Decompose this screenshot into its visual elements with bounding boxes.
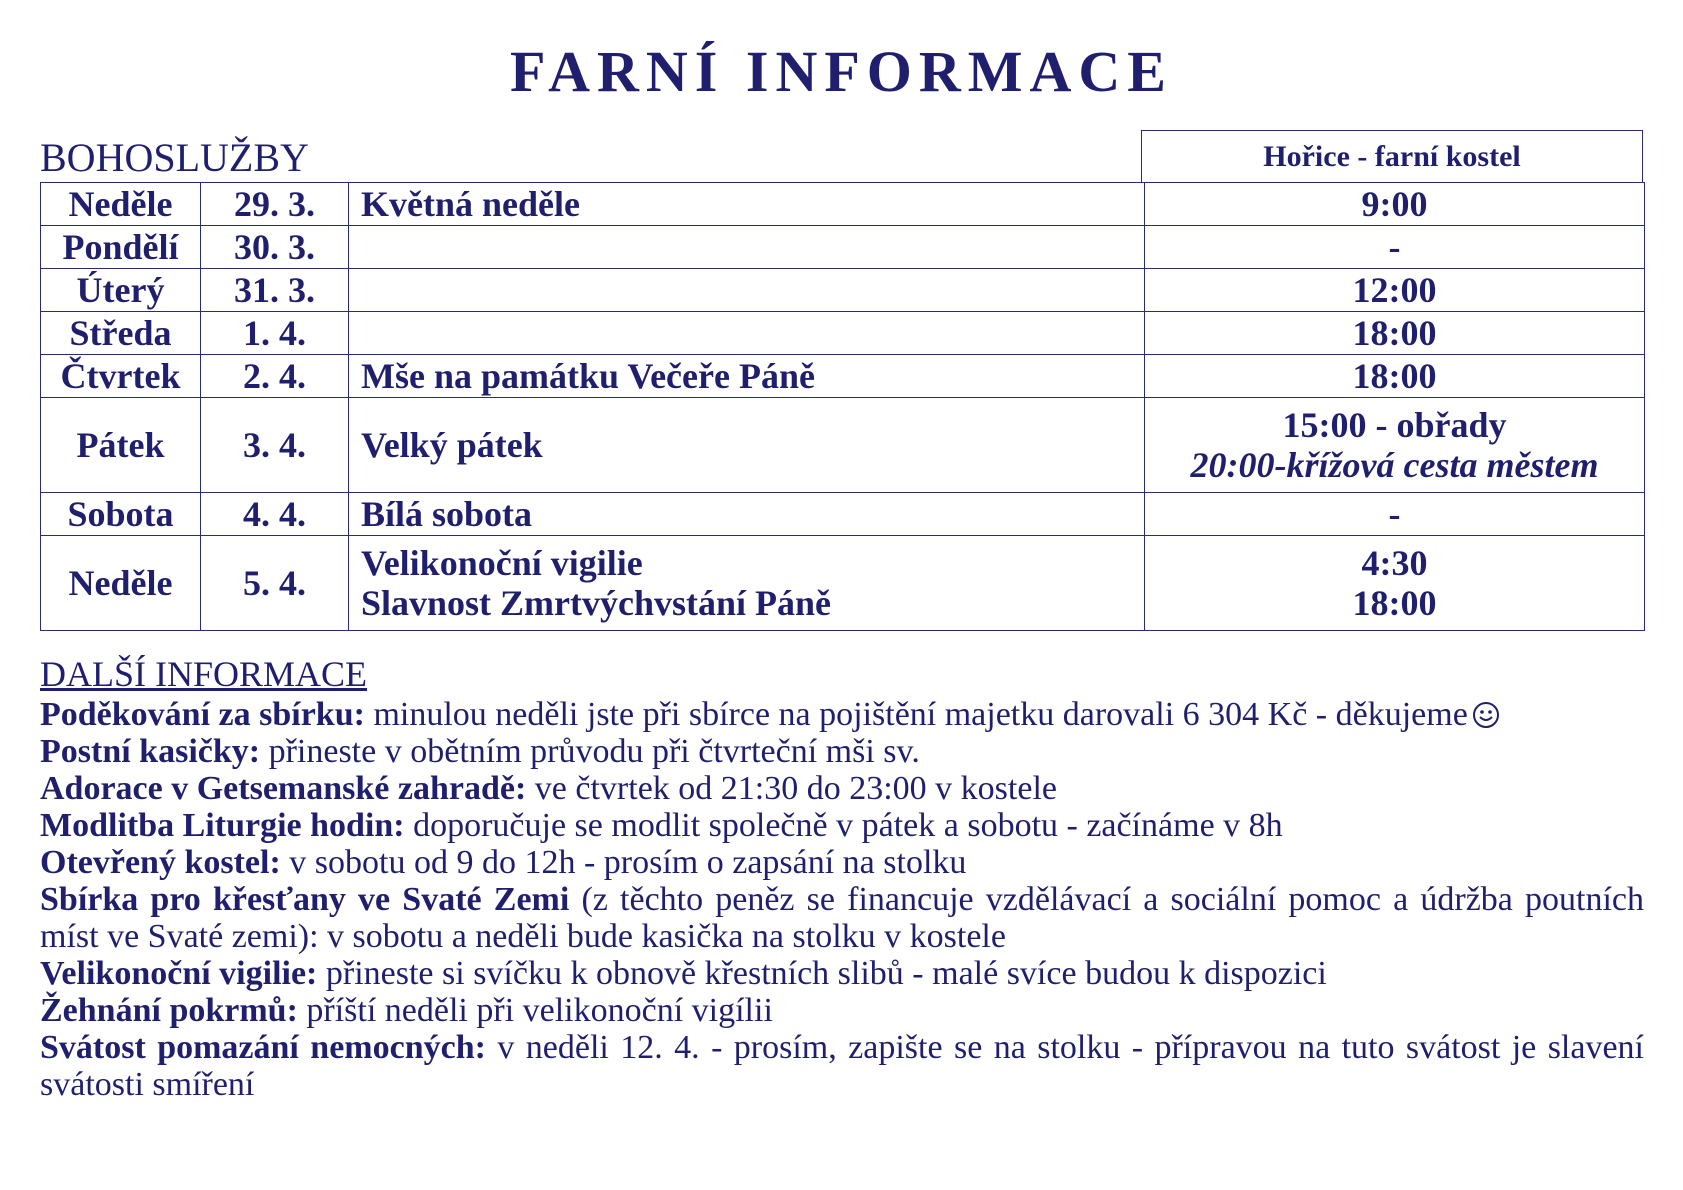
event-cell (349, 269, 1145, 312)
page-title: FARNÍ INFORMACE (510, 39, 1173, 104)
info-label: Postní kasičky: (40, 733, 261, 770)
info-text: (z těchto peněz se financuje vzdělávací a sociální pomoc a údržba poutních míst ve Svaté zemi): v sobotu a neděli bude kasička na stolku v kostele (40, 881, 1645, 955)
info-text: doporučuje se modlit společně v pátek a sobotu - začínáme v 8h (404, 807, 1283, 844)
info-text: přineste v obětním průvodu při čtvrteční mši sv. (260, 733, 920, 770)
day-cell: Úterý (41, 269, 201, 312)
day-cell: Neděle (41, 536, 201, 631)
day-cell: Čtvrtek (41, 355, 201, 398)
event-line-secondary: Slavnost Zmrtvýchvstání Páně (361, 583, 832, 623)
info-text: v neděli 12. 4. - prosím, zapište se na stolku - přípravou na tuto svátost je slavení svátosti smíření (40, 1029, 1644, 1103)
date-cell: 29. 3. (201, 183, 349, 226)
event-line: Velikonoční vigilie (361, 543, 643, 583)
date-cell: 5. 4. (201, 536, 349, 631)
table-row (41, 183, 1645, 226)
table-row (41, 398, 1645, 493)
event-cell (349, 226, 1145, 269)
info-label: Modlitba Liturgie hodin: (40, 807, 405, 844)
date-cell: 2. 4. (201, 355, 349, 398)
time-cell: - (1145, 226, 1645, 269)
list-item (40, 733, 1644, 770)
info-label: Velikonoční vigilie: (40, 955, 318, 992)
date-cell: 1. 4. (201, 312, 349, 355)
time-cell (1145, 398, 1645, 493)
event-cell: Bílá sobota (349, 493, 1145, 536)
event-cell: Velký pátek (349, 398, 1145, 493)
time-line-secondary: 18:00 (1352, 583, 1437, 623)
date-cell: 3. 4. (201, 398, 349, 493)
services-heading: BOHOSLUŽBY (40, 135, 309, 180)
info-label: Svátost pomazání nemocných: (40, 1029, 486, 1066)
table-row (41, 312, 1645, 355)
date-cell: 30. 3. (201, 226, 349, 269)
info-label: Sbírka pro křesťany ve Svaté Zemi (40, 881, 570, 918)
info-text: minulou neděli jste při sbírce na pojištění majetku darovali 6 304 Kč - děkujeme (364, 696, 1468, 733)
list-item (40, 881, 1644, 955)
info-text: v sobotu od 9 do 12h - prosím o zapsání na stolku (280, 844, 967, 881)
date-cell: 4. 4. (201, 493, 349, 536)
day-cell: Neděle (41, 183, 201, 226)
time-cell: 18:00 (1145, 312, 1645, 355)
info-list (40, 696, 1644, 1103)
day-cell: Pondělí (41, 226, 201, 269)
list-item (40, 807, 1644, 844)
event-cell: Květná neděle (349, 183, 1145, 226)
info-text: přineste si svíčku k obnově křestních slibů - malé svíce budou k dispozici (317, 955, 1327, 992)
time-line: 4:30 (1361, 543, 1428, 583)
list-item (40, 955, 1644, 992)
table-row (41, 226, 1645, 269)
list-item (40, 1029, 1644, 1103)
time-line: 15:00 - obřady (1282, 405, 1507, 445)
smiley-icon (1472, 701, 1500, 729)
list-item (40, 992, 1644, 1029)
date-cell: 31. 3. (201, 269, 349, 312)
table-row (41, 536, 1645, 631)
time-cell (1145, 536, 1645, 631)
event-cell (349, 312, 1145, 355)
event-cell: Mše na památku Večeře Páně (349, 355, 1145, 398)
time-cell: 9:00 (1145, 183, 1645, 226)
list-item (40, 770, 1644, 807)
table-row (41, 269, 1645, 312)
table-row (41, 493, 1645, 536)
info-text: ve čtvrtek od 21:30 do 23:00 v kostele (526, 770, 1057, 807)
location-header: Hořice - farní kostel (1141, 130, 1643, 182)
info-text: příští neděli při velikonoční vigílii (297, 992, 773, 1029)
day-cell: Středa (41, 312, 201, 355)
more-info-heading: DALŠÍ INFORMACE (40, 654, 368, 694)
services-table (40, 182, 1645, 631)
time-line-secondary: 20:00-křížová cesta městem (1190, 445, 1599, 485)
event-cell (349, 536, 1145, 631)
info-label: Otevřený kostel: (40, 844, 281, 881)
day-cell: Pátek (41, 398, 201, 493)
time-cell: - (1145, 493, 1645, 536)
list-item (40, 844, 1644, 881)
info-label: Žehnání pokrmů: (40, 992, 298, 1029)
time-cell: 12:00 (1145, 269, 1645, 312)
day-cell: Sobota (41, 493, 201, 536)
time-cell: 18:00 (1145, 355, 1645, 398)
info-label: Adorace v Getsemanské zahradě: (40, 770, 527, 807)
list-item (40, 696, 1644, 733)
table-row (41, 355, 1645, 398)
info-label: Poděkování za sbírku: (40, 696, 365, 733)
